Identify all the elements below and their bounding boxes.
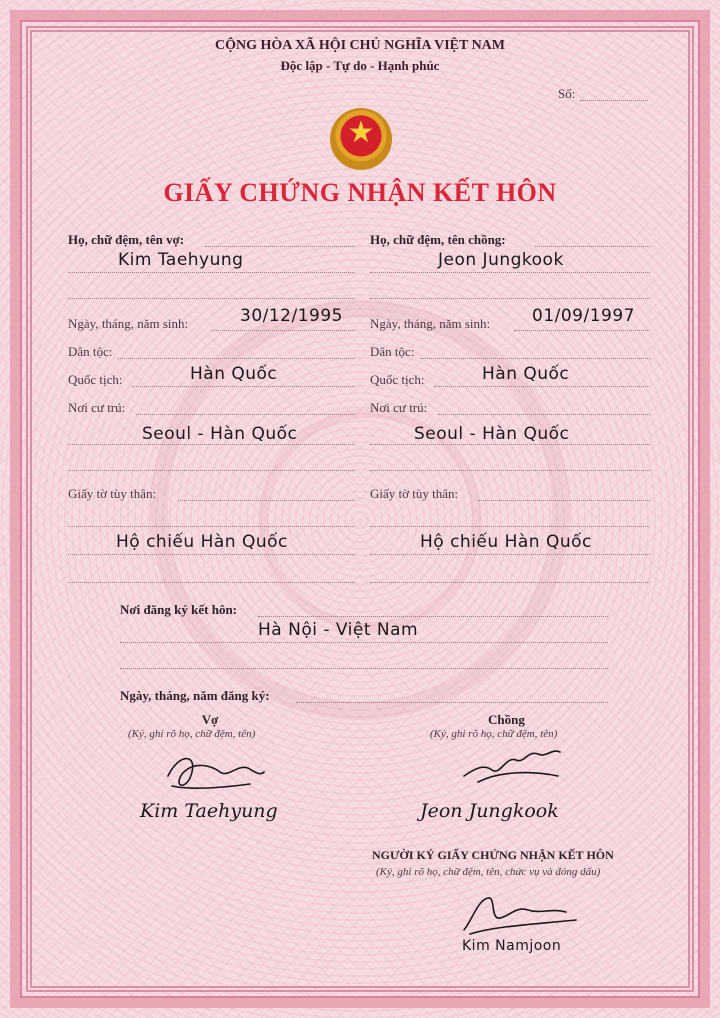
dotted-line bbox=[68, 526, 355, 527]
dotted-line bbox=[370, 526, 650, 527]
husband-dob-label: Ngày, tháng, năm sinh: bbox=[370, 316, 491, 331]
husband-residence-label: Nơi cư trú: bbox=[370, 400, 428, 415]
officer-signature-name: Kim Namjoon bbox=[462, 938, 562, 954]
wife-residence-label: Nơi cư trú: bbox=[68, 400, 126, 415]
dotted-line bbox=[68, 554, 355, 555]
wife-id-value: Hộ chiếu Hàn Quốc bbox=[116, 532, 288, 552]
certificate-title: GIẤY CHỨNG NHẬN KẾT HÔN bbox=[163, 178, 557, 207]
husband-signature-hint: (Ký, ghi rõ họ, chữ đệm, tên) bbox=[430, 728, 558, 740]
dotted-line bbox=[514, 330, 650, 331]
dotted-line bbox=[434, 386, 650, 387]
husband-id-value: Hộ chiếu Hàn Quốc bbox=[420, 532, 592, 552]
dotted-line bbox=[120, 642, 608, 643]
dotted-line bbox=[136, 414, 355, 415]
dotted-line bbox=[68, 444, 355, 445]
dotted-line bbox=[120, 668, 608, 669]
wife-residence-value: Seoul - Hàn Quốc bbox=[142, 424, 298, 444]
wife-dob-label: Ngày, tháng, năm sinh: bbox=[68, 316, 189, 331]
dotted-line bbox=[132, 386, 355, 387]
wife-ethnicity-label: Dân tộc: bbox=[68, 344, 113, 359]
husband-signature-name: Jeon Jungkook bbox=[420, 800, 559, 822]
registration-date-label: Ngày, tháng, năm đăng ký: bbox=[120, 688, 270, 703]
husband-name-label: Họ, chữ đệm, tên chồng: bbox=[370, 232, 506, 247]
dotted-line bbox=[370, 272, 650, 273]
dotted-line bbox=[370, 444, 650, 445]
dotted-line bbox=[258, 616, 608, 617]
dotted-line bbox=[68, 582, 355, 583]
husband-residence-value: Seoul - Hàn Quốc bbox=[414, 424, 570, 444]
dotted-line bbox=[118, 358, 355, 359]
country-heading: CỘNG HÒA XÃ HỘI CHỦ NGHĨA VIỆT NAM bbox=[214, 38, 505, 53]
registration-place-value: Hà Nội - Việt Nam bbox=[258, 620, 419, 640]
watermark-seal bbox=[150, 300, 570, 720]
wife-signature-scribble bbox=[160, 746, 270, 796]
wife-id-label: Giấy tờ tùy thân: bbox=[68, 486, 157, 501]
wife-signature-heading: Vợ bbox=[201, 712, 219, 727]
dotted-line bbox=[370, 298, 650, 299]
wife-nationality-label: Quốc tịch: bbox=[68, 372, 123, 387]
dotted-line bbox=[535, 246, 650, 247]
dotted-line bbox=[370, 554, 650, 555]
husband-signature-heading: Chồng bbox=[488, 712, 525, 727]
dotted-line bbox=[370, 582, 650, 583]
dotted-line bbox=[370, 470, 650, 471]
husband-nationality-label: Quốc tịch: bbox=[370, 372, 425, 387]
husband-dob-value: 01/09/1997 bbox=[532, 306, 635, 326]
wife-dob-value: 30/12/1995 bbox=[240, 306, 343, 326]
husband-nationality-value: Hàn Quốc bbox=[482, 364, 570, 384]
husband-signature-scribble bbox=[458, 742, 568, 792]
number-label: Số: bbox=[558, 86, 576, 101]
wife-signature-hint: (Ký, ghi rõ họ, chữ đệm, tên) bbox=[128, 728, 256, 740]
dotted-line bbox=[68, 272, 355, 273]
husband-ethnicity-label: Dân tộc: bbox=[370, 344, 415, 359]
dotted-line bbox=[68, 470, 355, 471]
officer-heading: NGƯỜI KÝ GIẤY CHỨNG NHẬN KẾT HÔN bbox=[372, 848, 614, 862]
officer-signature-scribble bbox=[456, 890, 586, 942]
dotted-line bbox=[68, 298, 355, 299]
dotted-line bbox=[296, 702, 608, 703]
wife-signature-name: Kim Taehyung bbox=[140, 800, 278, 822]
dotted-line bbox=[478, 500, 650, 501]
wife-name-label: Họ, chữ đệm, tên vợ: bbox=[68, 232, 185, 247]
dotted-line bbox=[212, 330, 355, 331]
husband-id-label: Giấy tờ tùy thân: bbox=[370, 486, 459, 501]
husband-name-value: Jeon Jungkook bbox=[438, 250, 564, 270]
dotted-line bbox=[438, 414, 650, 415]
dotted-line bbox=[178, 500, 355, 501]
wife-nationality-value: Hàn Quốc bbox=[190, 364, 278, 384]
wife-name-value: Kim Taehyung bbox=[118, 250, 244, 270]
dotted-line bbox=[205, 246, 355, 247]
registration-place-label: Nơi đăng ký kết hôn: bbox=[120, 602, 238, 617]
emblem-star-icon: ★ bbox=[347, 116, 375, 149]
number-line bbox=[580, 100, 648, 101]
motto: Độc lập - Tự do - Hạnh phúc bbox=[280, 58, 440, 73]
dotted-line bbox=[420, 358, 650, 359]
officer-hint: (Ký, ghi rõ họ, chữ đệm, tên, chức vụ và đóng dấu) bbox=[376, 866, 601, 878]
